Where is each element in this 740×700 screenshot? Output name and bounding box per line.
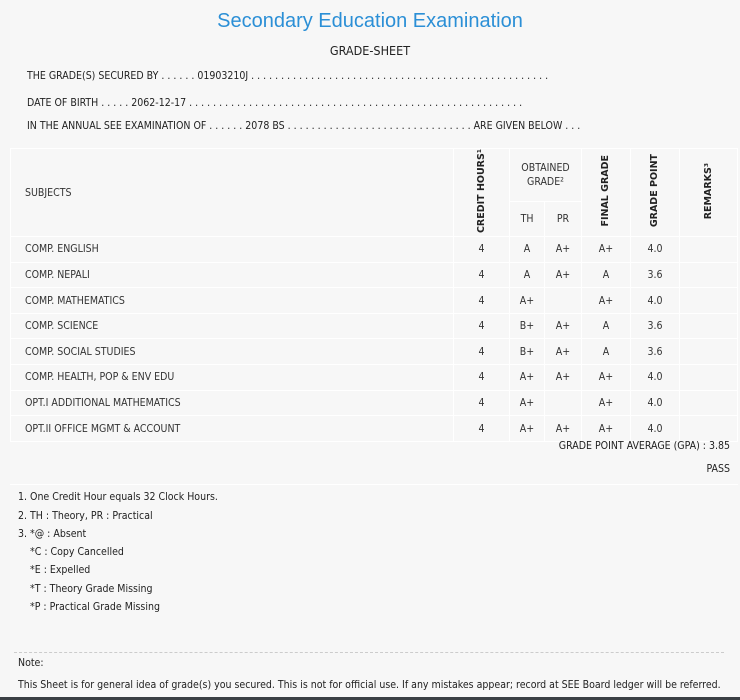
th-grade: A+ <box>510 288 545 314</box>
th-grade: A+ <box>510 390 545 416</box>
table-row <box>11 339 738 365</box>
exam-line: IN THE ANNUAL SEE EXAMINATION OF . . . . . . 2078 BS . . . . . . . . . . . . . . . . . . . . . . . . . . . . . . . ARE GIVEN BELOW . . . <box>27 120 581 132</box>
pr-header: PR <box>545 201 582 236</box>
th-grade: B+ <box>510 313 545 339</box>
pr-grade: A+ <box>545 365 582 391</box>
table-row <box>11 365 738 391</box>
subject: COMP. MATHEMATICS <box>11 288 454 314</box>
remarks <box>680 313 738 339</box>
footnote: *E : Expelled <box>30 564 91 576</box>
remarks <box>680 262 738 288</box>
final-grade: A <box>582 313 631 339</box>
final-grade: A+ <box>582 365 631 391</box>
table-row <box>11 262 738 288</box>
footnote: 2. TH : Theory, PR : Practical <box>18 510 153 522</box>
credit: 4 <box>454 390 510 416</box>
credit: 4 <box>454 416 510 442</box>
footnote: *T : Theory Grade Missing <box>30 583 153 595</box>
pr-grade <box>545 288 582 314</box>
pr-grade <box>545 390 582 416</box>
subject: COMP. SOCIAL STUDIES <box>11 339 454 365</box>
table-row <box>11 288 738 314</box>
page-title: Secondary Education Examination <box>217 10 523 32</box>
final-grade: A <box>582 262 631 288</box>
subject: COMP. ENGLISH <box>11 237 454 263</box>
final-grade: A+ <box>582 237 631 263</box>
subject: COMP. NEPALI <box>11 262 454 288</box>
pr-grade: A+ <box>545 416 582 442</box>
grade-point: 4.0 <box>631 237 680 263</box>
pr-grade: A+ <box>545 339 582 365</box>
final-grade: A <box>582 339 631 365</box>
grade-point: 3.6 <box>631 262 680 288</box>
remarks-header: REMARKS³ <box>680 149 738 237</box>
remarks <box>680 339 738 365</box>
th-grade: B+ <box>510 339 545 365</box>
remarks <box>680 390 738 416</box>
credit: 4 <box>454 237 510 263</box>
credit: 4 <box>454 339 510 365</box>
subject: OPT.I ADDITIONAL MATHEMATICS <box>11 390 454 416</box>
remarks <box>680 288 738 314</box>
credit-hours-header: CREDIT HOURS¹ <box>454 149 510 237</box>
final-grade: A+ <box>582 416 631 442</box>
page-subtitle: GRADE-SHEET <box>329 43 411 58</box>
final-grade-header: FINAL GRADE <box>582 149 631 237</box>
note-text: This Sheet is for general idea of grade(s) you secured. This is not for official use. If any mistakes appear; record at SEE Board ledger will be referred. <box>18 679 721 691</box>
table-row <box>11 237 738 263</box>
footnote: *P : Practical Grade Missing <box>30 601 160 613</box>
gpa: GRADE POINT AVERAGE (GPA) : 3.85 <box>558 440 730 452</box>
obtained-grade-header: OBTAINED GRADE² <box>510 149 582 202</box>
note-label: Note: <box>18 657 44 669</box>
subject: COMP. SCIENCE <box>11 313 454 339</box>
result: PASS <box>706 463 730 475</box>
summary-band <box>10 420 738 485</box>
subject: COMP. HEALTH, POP & ENV EDU <box>11 365 454 391</box>
th-grade: A <box>510 262 545 288</box>
credit: 4 <box>454 288 510 314</box>
th-header: TH <box>510 201 545 236</box>
grade-point: 4.0 <box>631 416 680 442</box>
pr-grade: A+ <box>545 313 582 339</box>
grade-point: 4.0 <box>631 365 680 391</box>
pr-grade: A+ <box>545 237 582 263</box>
grade-point: 4.0 <box>631 390 680 416</box>
credit: 4 <box>454 365 510 391</box>
footnote: 1. One Credit Hour equals 32 Clock Hours. <box>18 491 218 503</box>
remarks <box>680 365 738 391</box>
final-grade: A+ <box>582 288 631 314</box>
th-grade: A+ <box>510 416 545 442</box>
subject: OPT.II OFFICE MGMT & ACCOUNT <box>11 416 454 442</box>
table-row <box>11 313 738 339</box>
divider <box>14 652 724 653</box>
subjects-header: SUBJECTS <box>11 149 454 237</box>
grade-point-header: GRADE POINT <box>631 149 680 237</box>
table-row <box>11 390 738 416</box>
grade-point: 3.6 <box>631 339 680 365</box>
grades-table <box>10 148 738 442</box>
secured-by-line: THE GRADE(S) SECURED BY . . . . . . 01903210J . . . . . . . . . . . . . . . . . . . . . . . . . . . . . . . . . . . . . . . . . . . . . . . . . . <box>27 70 549 82</box>
footnote: 3. *@ : Absent <box>18 528 87 540</box>
final-grade: A+ <box>582 390 631 416</box>
th-grade: A <box>510 237 545 263</box>
grade-point: 3.6 <box>631 313 680 339</box>
pr-grade: A+ <box>545 262 582 288</box>
grade-point: 4.0 <box>631 288 680 314</box>
remarks <box>680 237 738 263</box>
dob-line: DATE OF BIRTH . . . . . 2062-12-17 . . . . . . . . . . . . . . . . . . . . . . . . . . . . . . . . . . . . . . . . . . . . . . . . . . . . . . . . <box>27 97 523 109</box>
th-grade: A+ <box>510 365 545 391</box>
credit: 4 <box>454 313 510 339</box>
credit: 4 <box>454 262 510 288</box>
footnote: *C : Copy Cancelled <box>30 546 124 558</box>
